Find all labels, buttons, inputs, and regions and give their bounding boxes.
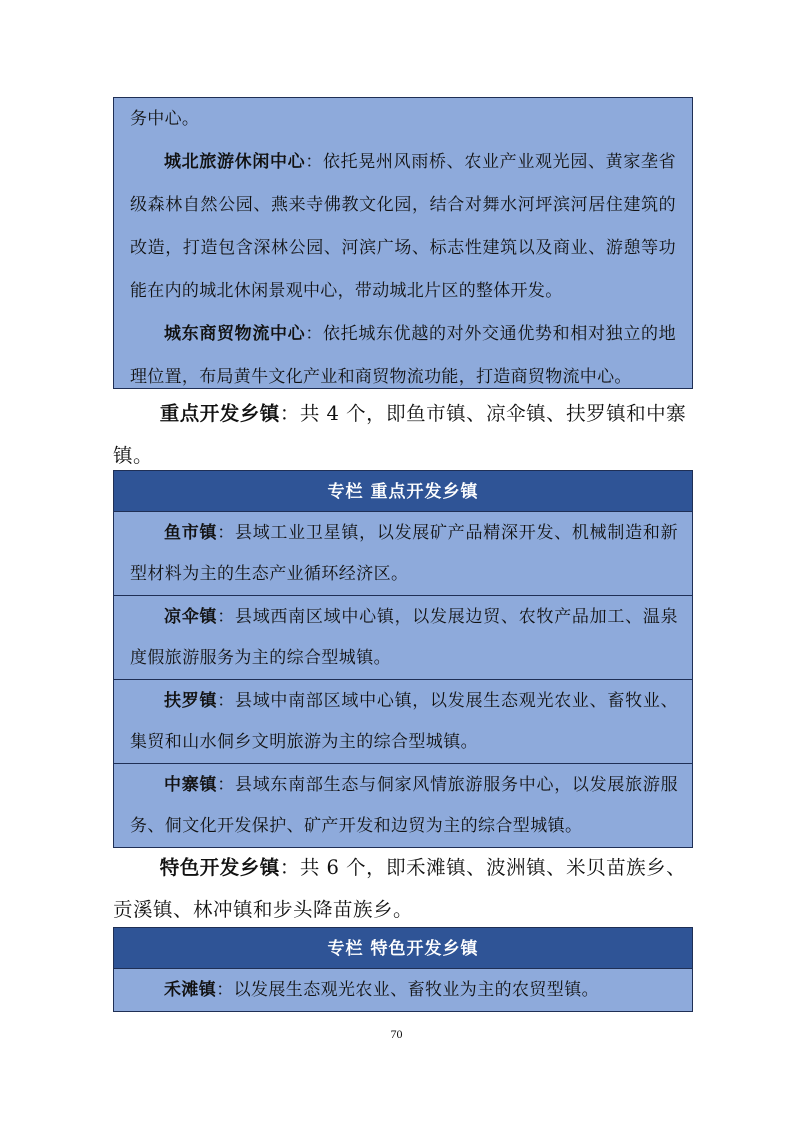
row-term: 中寨镇 bbox=[164, 775, 218, 795]
north-center-paragraph bbox=[130, 141, 676, 313]
column-header-feature-towns: 专栏 特色开发乡镇 bbox=[113, 927, 693, 969]
column-row-liangsan bbox=[113, 596, 693, 680]
feature-towns-text: ：共 6 个，即禾滩镇、波洲镇、米贝苗族乡、贡溪镇、林冲镇和步头降苗族乡。 bbox=[113, 856, 687, 921]
row-text: ：县域东南部生态与侗家风情旅游服务中心，以发展旅游服务、侗文化开发保护、矿产开发和边贸为主的综合型城镇。 bbox=[130, 775, 679, 836]
key-towns-paragraph bbox=[113, 393, 693, 477]
row-term: 扶罗镇 bbox=[164, 691, 218, 711]
north-center-text: ：依托晃州风雨桥、农业产业观光园、黄家垄省级森林自然公园、燕来寺佛教文化园，结合对舞水河坪滨河居住建筑的改造，打造包含深林公园、河滨广场、标志性建筑以及商业、游憩等功能在内的城北休闲景观中心，带动城北片区的整体开发。 bbox=[130, 152, 676, 301]
east-center-paragraph bbox=[130, 313, 676, 399]
urban-centers-box bbox=[113, 97, 693, 389]
row-term: 凉伞镇 bbox=[164, 607, 218, 627]
row-text: ：以发展生态观光农业、畜牧业为主的农贸型镇。 bbox=[216, 980, 600, 1000]
page-number: 70 bbox=[390, 1027, 403, 1041]
east-center-term: 城东商贸物流中心 bbox=[164, 324, 306, 344]
row-term: 鱼市镇 bbox=[164, 523, 218, 543]
feature-towns-term: 特色开发乡镇 bbox=[159, 856, 280, 879]
key-towns-term: 重点开发乡镇 bbox=[159, 402, 280, 425]
column-row-yushi bbox=[113, 512, 693, 596]
column-row-hetan bbox=[113, 969, 693, 1012]
row-text: ：县域工业卫星镇，以发展矿产品精深开发、机械制造和新型材料为主的生态产业循环经济区。 bbox=[130, 523, 679, 584]
north-center-term: 城北旅游休闲中心 bbox=[164, 152, 306, 172]
continuation-line: 务中心。 bbox=[130, 109, 200, 129]
column-header-key-towns: 专栏 重点开发乡镇 bbox=[113, 470, 693, 512]
row-text: ：县域西南区域中心镇，以发展边贸、农牧产品加工、温泉度假旅游服务为主的综合型城镇。 bbox=[130, 607, 679, 668]
key-towns-text: ：共 4 个，即鱼市镇、凉伞镇、扶罗镇和中寨镇。 bbox=[113, 402, 687, 467]
row-term: 禾滩镇 bbox=[164, 980, 217, 1000]
east-center-text: ：依托城东优越的对外交通优势和相对独立的地理位置，布局黄牛文化产业和商贸物流功能，打造商贸物流中心。 bbox=[130, 324, 676, 387]
feature-towns-paragraph bbox=[113, 847, 693, 931]
column-row-zhongzhai bbox=[113, 764, 693, 848]
column-row-fuluo bbox=[113, 680, 693, 764]
row-text: ：县域中南部区域中心镇，以发展生态观光农业、畜牧业、集贸和山水侗乡文明旅游为主的综合型城镇。 bbox=[130, 691, 679, 752]
